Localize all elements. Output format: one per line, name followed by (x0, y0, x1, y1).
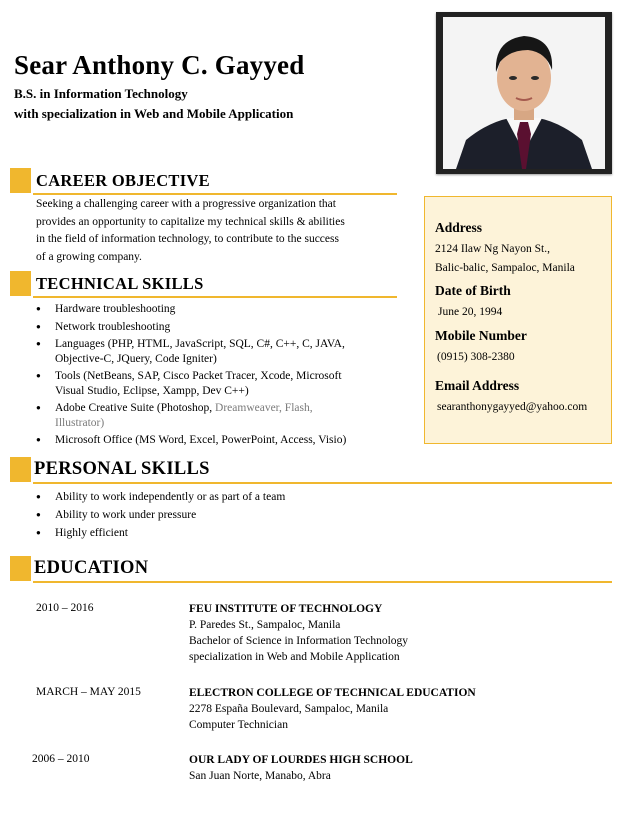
list-item: ● Adobe Creative Suite (Photoshop, Dreamweaver, Flash, Illustrator) (24, 401, 384, 430)
education-date: MARCH – MAY 2015 (36, 686, 141, 698)
career-objective-marker (10, 168, 31, 193)
objective-line: Seeking a challenging career with a progressive organization that (36, 198, 336, 210)
address-line-2: Balic-balic, Sampaloc, Manila (435, 262, 575, 274)
profile-photo-illustration (436, 12, 612, 174)
personal-skills-rule (33, 482, 612, 484)
school-name: ELECTRON COLLEGE OF TECHNICAL EDUCATION (189, 687, 476, 699)
list-item: ● Highly efficient (24, 526, 424, 541)
objective-line: of a growing company. (36, 250, 142, 263)
degree-line-1: B.S. in Information Technology (14, 86, 188, 101)
personal-skills-heading: PERSONAL SKILLS (34, 459, 210, 479)
education-date: 2010 – 2016 (36, 602, 94, 614)
list-item: ● Microsoft Office (MS Word, Excel, PowerPoint, Access, Visio) (24, 433, 384, 448)
resume-name: Sear Anthony C. Gayyed (14, 50, 305, 80)
email-value[interactable]: searanthonygayyed@yahoo.com (437, 401, 588, 413)
education-detail: Computer Technician (189, 719, 288, 731)
degree-line-2: with specialization in Web and Mobile Application (14, 106, 294, 121)
education-detail: specialization in Web and Mobile Application (189, 651, 400, 663)
education-marker (10, 556, 31, 581)
education-entry (189, 752, 413, 784)
technical-skills-rule (33, 296, 397, 298)
education-detail: 2278 España Boulevard, Sampaloc, Manila (189, 703, 389, 715)
email-label: Email Address (435, 378, 520, 393)
education-entry (189, 685, 476, 733)
address-label: Address (435, 220, 483, 235)
contact-panel (424, 196, 612, 444)
list-item: ● Ability to work independently or as part of a team (24, 490, 424, 505)
education-detail: P. Paredes St., Sampaloc, Manila (189, 619, 341, 631)
objective-line: in the field of information technology, to contribute to the success (36, 233, 339, 245)
personal-skills-list (24, 490, 424, 541)
education-entry (189, 601, 408, 665)
list-item: ● Hardware troubleshooting (24, 302, 384, 317)
education-detail: San Juan Norte, Manabo, Abra (189, 770, 331, 782)
list-item: ● Tools (NetBeans, SAP, Cisco Packet Tracer, Xcode, Microsoft Visual Studio, Eclipse, Xampp, Dev C++) (24, 369, 384, 398)
career-objective-heading: CAREER OBJECTIVE (36, 171, 210, 190)
dob-value: June 20, 1994 (438, 306, 503, 318)
dob-label: Date of Birth (435, 283, 511, 298)
education-date: 2006 – 2010 (32, 753, 90, 765)
technical-skills-heading: TECHNICAL SKILLS (36, 274, 204, 293)
technical-skills-list (24, 302, 384, 448)
career-objective-text (36, 196, 376, 266)
school-name: OUR LADY OF LOURDES HIGH SCHOOL (189, 754, 413, 766)
profile-photo (436, 12, 612, 174)
education-detail: Bachelor of Science in Information Technology (189, 635, 409, 647)
school-name: FEU INSTITUTE OF TECHNOLOGY (189, 603, 383, 615)
mobile-label: Mobile Number (435, 328, 527, 343)
education-heading: EDUCATION (34, 558, 149, 578)
mobile-value: (0915) 308-2380 (437, 351, 515, 363)
education-rule (33, 581, 612, 583)
list-item: ● Languages (PHP, HTML, JavaScript, SQL, C#, C++, C, JAVA, Objective-C, JQuery, Code Igniter) (24, 337, 384, 366)
list-item: ● Network troubleshooting (24, 320, 384, 335)
personal-skills-marker (10, 457, 31, 482)
list-item: ● Ability to work under pressure (24, 508, 424, 523)
technical-skills-marker (10, 271, 31, 296)
address-line-1: 2124 Ilaw Ng Nayon St., (435, 243, 550, 255)
career-objective-rule (33, 193, 397, 195)
objective-line: provides an opportunity to capitalize my technical skills & abilities (36, 215, 345, 228)
